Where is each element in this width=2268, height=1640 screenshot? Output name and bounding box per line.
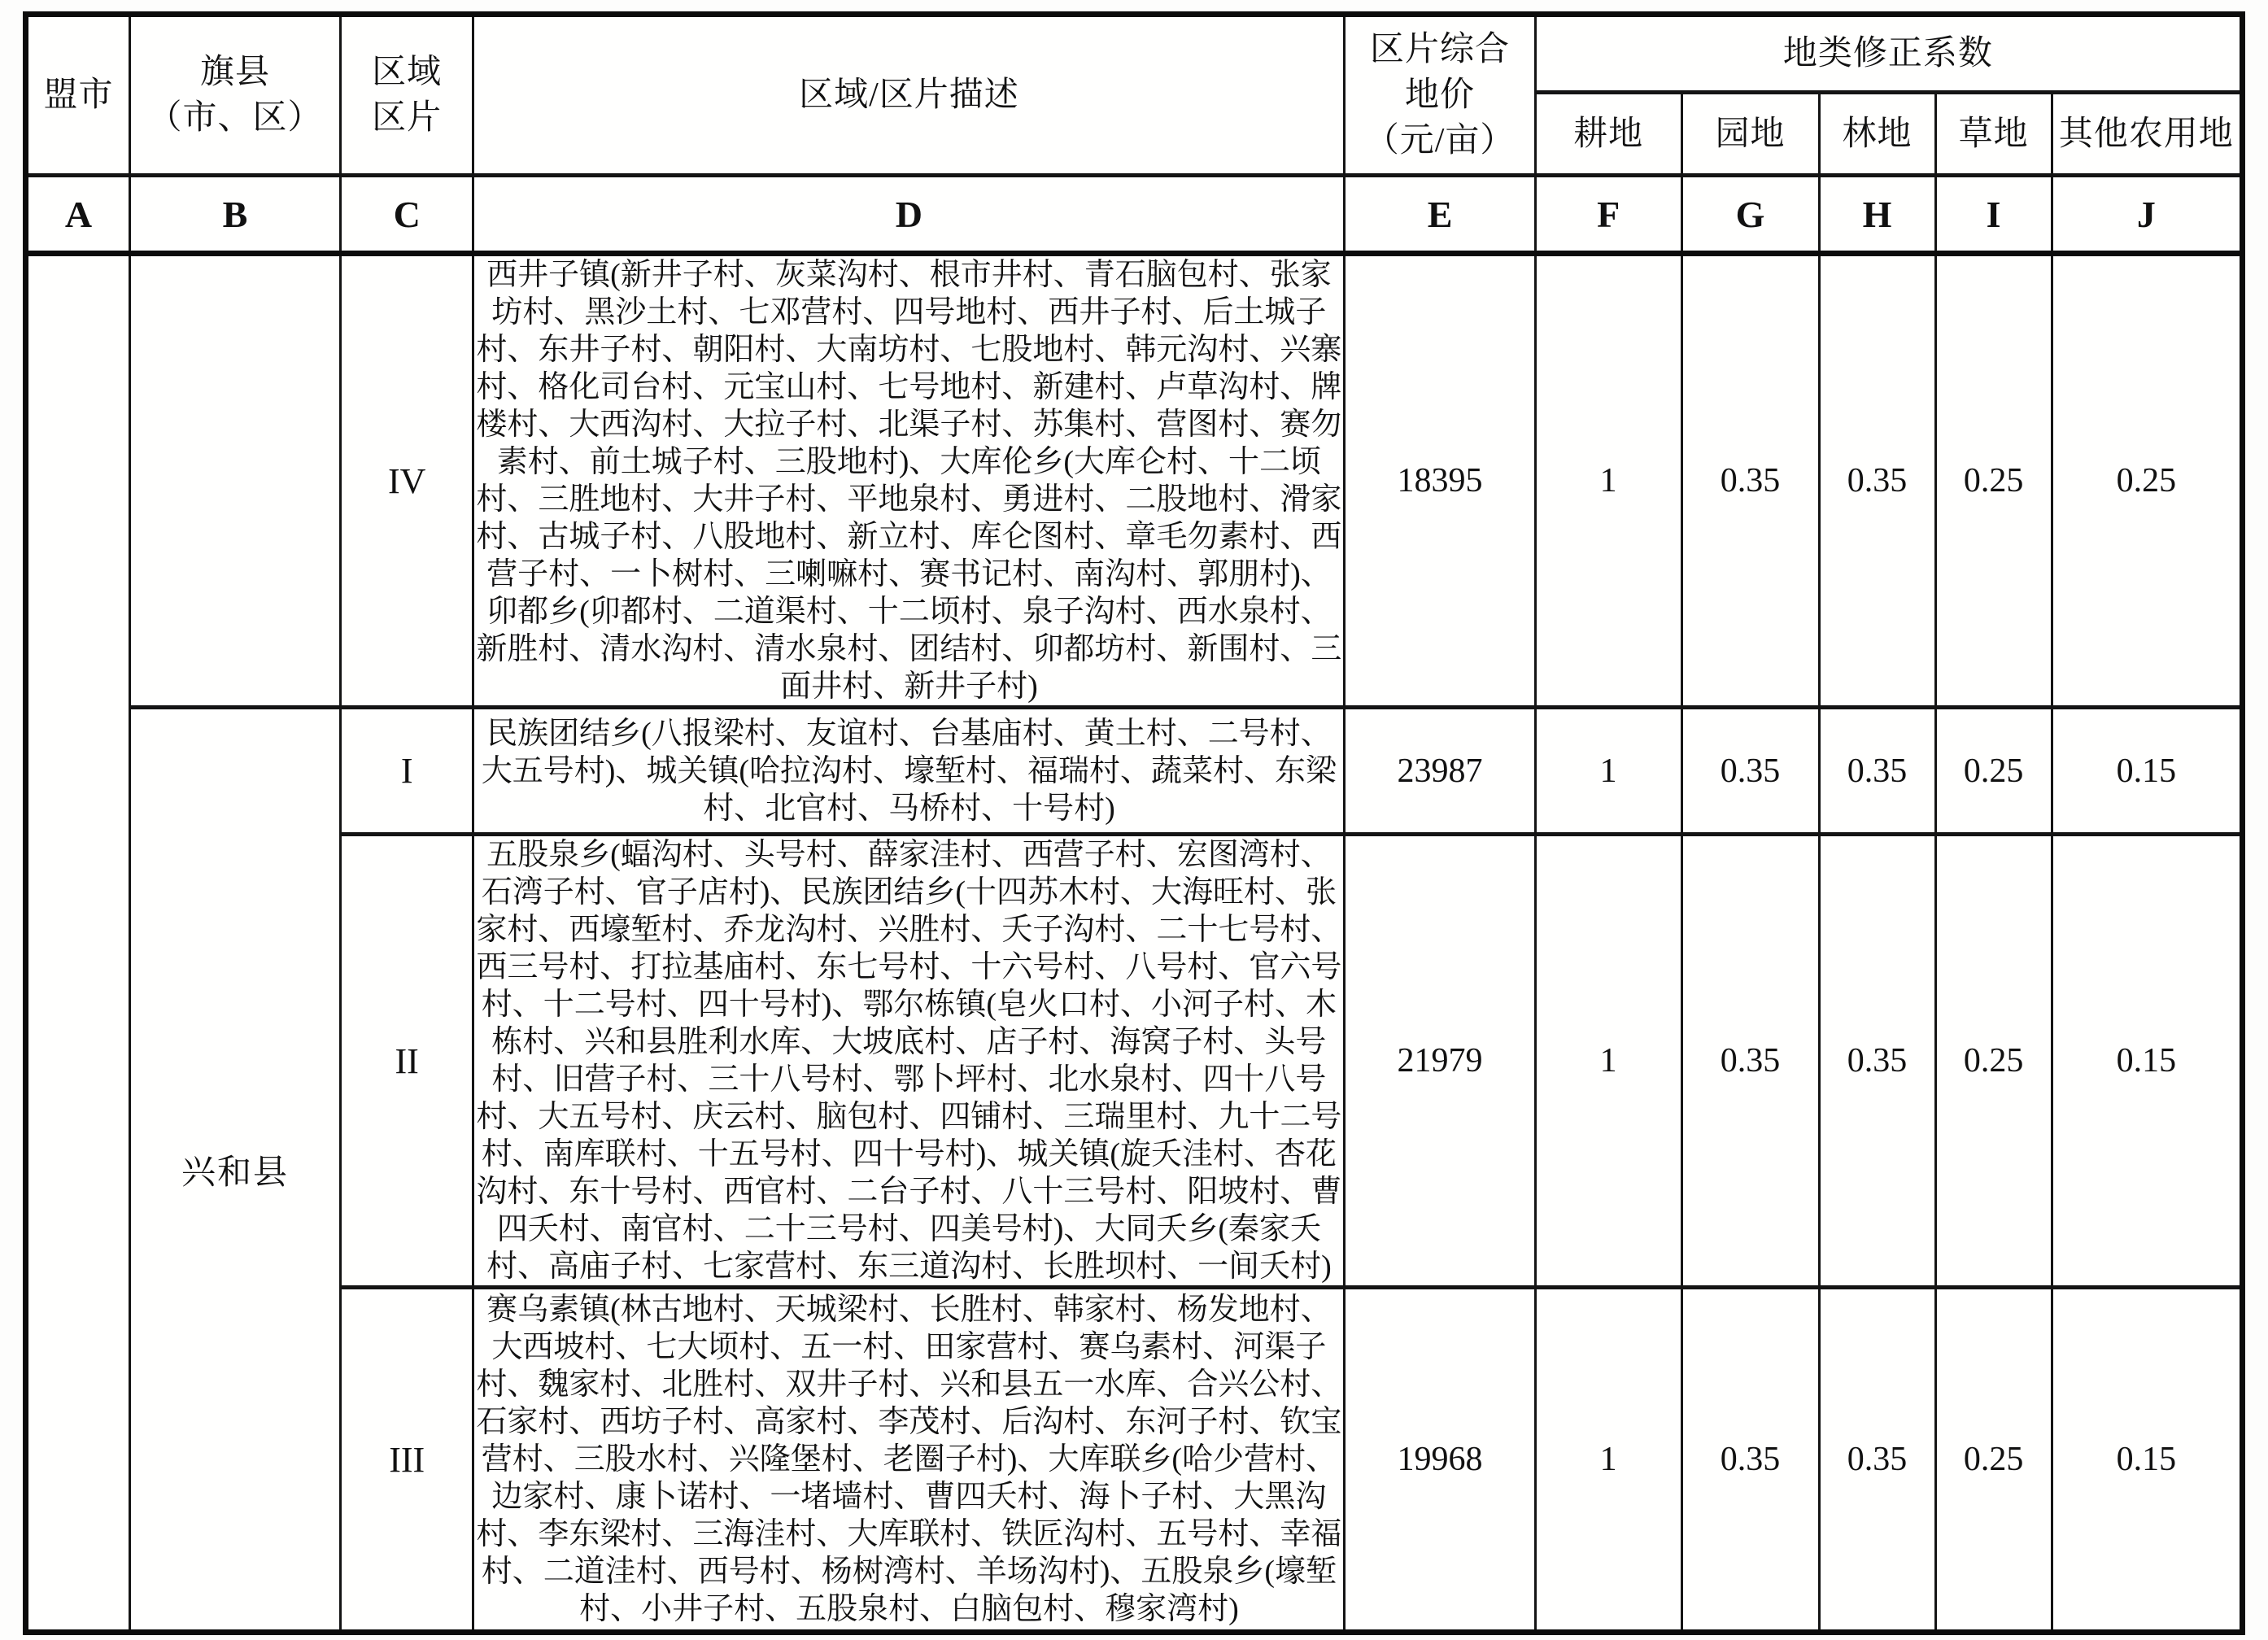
header-coefficient-group-label: 地类修正系数: [1782, 35, 1993, 72]
column-letter-B: B: [130, 176, 341, 254]
column-letter-C: C: [340, 176, 473, 254]
cell-county-xinghe: 兴和县: [130, 708, 341, 1633]
cell-price-zone-i: 23987: [1345, 708, 1535, 835]
cell-coeff-cropland-zone-i: 1: [1535, 708, 1681, 835]
cell-coeff-garden-zone-iv: 0.35: [1681, 254, 1819, 708]
cell-coeff-other-zone-ii: 0.15: [2052, 835, 2242, 1288]
header-city-label: 盟市: [43, 76, 114, 114]
column-letter-G: G: [1681, 176, 1819, 254]
cell-coeff-forest-zone-ii: 0.35: [1819, 835, 1935, 1288]
cell-coeff-garden-zone-i: 0.35: [1681, 708, 1819, 835]
cell-zone-iv: IV: [340, 254, 473, 708]
header-zone-line2: 区片: [372, 99, 443, 137]
header-zone: [340, 15, 473, 176]
header-coeff-garden: 园地: [1681, 93, 1819, 176]
header-county: [130, 15, 341, 176]
header-county-line1: 旗县: [199, 54, 270, 91]
header-description: [473, 15, 1345, 176]
cell-zone-ii: II: [340, 835, 473, 1288]
cell-price-zone-iv: 18395: [1345, 254, 1535, 708]
cell-description-zone-ii: 五股泉乡(蝠沟村、头号村、薛家洼村、西营子村、宏图湾村、石湾子村、官子店村)、民族团结乡(十四苏木村、大海旺村、张家村、西壕堑村、乔龙沟村、兴胜村、夭子沟村、二十七号村、西三号村、打拉基庙村、东七号村、十六号村、八号村、官六号村、十二号村、四十号村)、鄂尔栋镇(皂火口村、小河子村、木栋村、兴和县胜利水库、大坡底村、店子村、海窝子村、头号村、旧营子村、三十八号村、鄂卜坪村、北水泉村、四十八号村、大五号村、庆云村、脑包村、四铺村、三瑞里村、九十二号村、南库联村、十五号村、四十号村)、城关镇(旋夭洼村、杏花沟村、东十号村、西官村、二台子村、八十三号村、阳坡村、曹四夭村、南官村、二十三号村、四美号村)、大同夭乡(秦家夭村、高庙子村、七家营村、东三道沟村、长胜坝村、一间夭村): [473, 835, 1345, 1288]
cell-coeff-other-zone-iv: 0.25: [2052, 254, 2242, 708]
land-price-table: [23, 11, 2245, 1635]
cell-coeff-forest-zone-i: 0.35: [1819, 708, 1935, 835]
column-letter-F: F: [1535, 176, 1681, 254]
cell-description-zone-i: 民族团结乡(八报梁村、友谊村、台基庙村、黄土村、二号村、大五号村)、城关镇(哈拉沟村、壕堑村、福瑞村、蔬菜村、东梁村、北官村、马桥村、十号村): [473, 708, 1345, 835]
cell-coeff-garden-zone-iii: 0.35: [1681, 1288, 1819, 1633]
cell-coeff-grassland-zone-iii: 0.25: [1935, 1288, 2052, 1633]
cell-price-zone-ii: 21979: [1345, 835, 1535, 1288]
header-coeff-cropland: 耕地: [1535, 93, 1681, 176]
header-price-line2: 地价: [1405, 76, 1476, 114]
header-coefficient-group: [1535, 15, 2242, 93]
cell-zone-iii: III: [340, 1288, 473, 1633]
table-row-zone-iv: [26, 254, 2243, 708]
cell-coeff-cropland-zone-iii: 1: [1535, 1288, 1681, 1633]
header-price-line1: 区片综合: [1370, 31, 1511, 68]
header-description-label: 区域/区片描述: [799, 76, 1019, 114]
cell-coeff-grassland-zone-ii: 0.25: [1935, 835, 2052, 1288]
header-row-labels: [26, 15, 2243, 93]
table-row-zone-ii: [26, 835, 2243, 1288]
table-row-zone-iii: [26, 1288, 2243, 1633]
header-row-letters: [26, 176, 2243, 254]
column-letter-D: D: [473, 176, 1345, 254]
header-coeff-grassland: 草地: [1935, 93, 2052, 176]
column-letter-E: E: [1345, 176, 1535, 254]
header-price-line3: （元/亩）: [1364, 122, 1516, 159]
column-letter-I: I: [1935, 176, 2052, 254]
cell-price-zone-iii: 19968: [1345, 1288, 1535, 1633]
cell-coeff-cropland-zone-iv: 1: [1535, 254, 1681, 708]
cell-coeff-forest-zone-iii: 0.35: [1819, 1288, 1935, 1633]
column-letter-A: A: [26, 176, 130, 254]
header-coeff-forest: 林地: [1819, 93, 1935, 176]
cell-county-empty: [130, 254, 341, 708]
cell-coeff-forest-zone-iv: 0.35: [1819, 254, 1935, 708]
cell-coeff-cropland-zone-ii: 1: [1535, 835, 1681, 1288]
cell-coeff-other-zone-i: 0.15: [2052, 708, 2242, 835]
cell-description-zone-iii: 赛乌素镇(林古地村、天城梁村、长胜村、韩家村、杨发地村、大西坡村、七大顷村、五一村、田家营村、赛乌素村、河渠子村、魏家村、北胜村、双井子村、兴和县五一水库、合兴公村、石家村、西坊子村、高家村、李茂村、后沟村、东河子村、钦宝营村、三股水村、兴隆堡村、老圈子村)、大库联乡(哈少营村、边家村、康卜诺村、一堵墙村、曹四夭村、海卜子村、大黑沟村、李东梁村、三海洼村、大库联村、铁匠沟村、五号村、幸福村、二道洼村、西号村、杨树湾村、羊场沟村)、五股泉乡(壕堑村、小井子村、五股泉村、白脑包村、穆家湾村): [473, 1288, 1345, 1633]
header-city: [26, 15, 130, 176]
cell-city-merged-empty: [26, 254, 130, 1633]
cell-coeff-grassland-zone-iv: 0.25: [1935, 254, 2052, 708]
header-price: [1345, 15, 1535, 176]
table-row-zone-i: [26, 708, 2243, 835]
column-letter-H: H: [1819, 176, 1935, 254]
header-county-line2: （市、区）: [147, 99, 323, 137]
header-zone-line1: 区域: [372, 54, 443, 91]
cell-coeff-garden-zone-ii: 0.35: [1681, 835, 1819, 1288]
header-coeff-other-agri: 其他农用地: [2052, 93, 2242, 176]
column-letter-J: J: [2052, 176, 2242, 254]
cell-description-zone-iv: 西井子镇(新井子村、灰菜沟村、根市井村、青石脑包村、张家坊村、黑沙土村、七邓营村、四号地村、西井子村、后土城子村、东井子村、朝阳村、大南坊村、七股地村、韩元沟村、兴寨村、格化司台村、元宝山村、七号地村、新建村、卢草沟村、牌楼村、大西沟村、大拉子村、北渠子村、苏集村、营图村、赛勿素村、前土城子村、三股地村)、大库伦乡(大库仑村、十二顷村、三胜地村、大井子村、平地泉村、勇进村、二股地村、滑家村、古城子村、八股地村、新立村、库仑图村、章毛勿素村、西营子村、一卜树村、三喇嘛村、赛书记村、南沟村、郭朋村)、卯都乡(卯都村、二道渠村、十二顷村、泉子沟村、西水泉村、新胜村、清水沟村、清水泉村、团结村、卯都坊村、新围村、三面井村、新井子村): [473, 254, 1345, 708]
cell-zone-i: I: [340, 708, 473, 835]
cell-coeff-grassland-zone-i: 0.25: [1935, 708, 2052, 835]
cell-coeff-other-zone-iii: 0.15: [2052, 1288, 2242, 1633]
